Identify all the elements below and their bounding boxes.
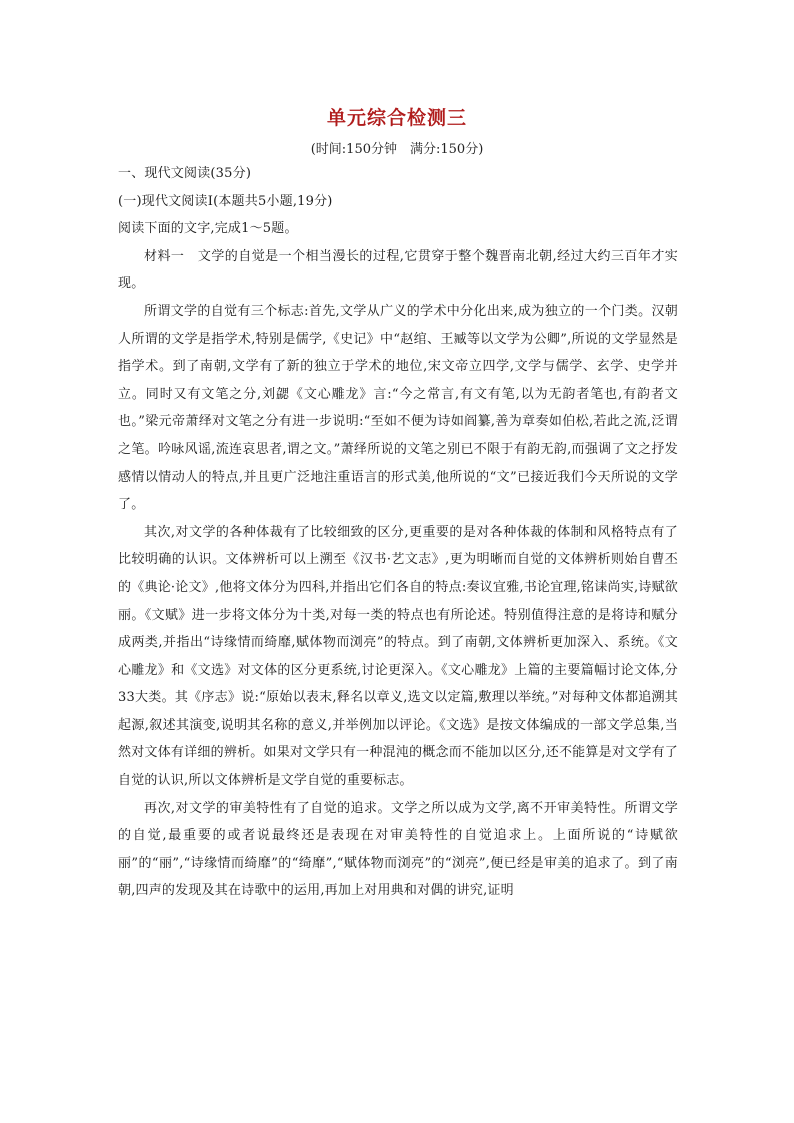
document-body — [118, 160, 678, 905]
section-heading: 一、现代文阅读(35分) — [118, 166, 252, 181]
paragraph-material-one: 材料一 文学的自觉是一个相当漫长的过程,它贯穿于整个魏晋南北朝,经过大约三百年才实现。 — [118, 248, 678, 292]
exam-meta: (时间:150分钟 满分:150分) — [310, 142, 484, 157]
instruction-text: 阅读下面的文字,完成1～5题。 — [118, 221, 298, 237]
paragraph-first-mark: 所谓文学的自觉有三个标志:首先,文学从广义的学术中分化出来,成为独立的一个门类。汉朝人所谓的文学是指学术,特别是儒学,《史记》中“赵绾、王臧等以文学为公卿”,所说的文学显然是指学术。到了南朝,文学有了新的独立于学术的地位,宋文帝立四学,文学与儒学、玄学、史学并立。同时又有文笔之分,刘勰《文心雕龙》言:“今之常言,有文有笔,以为无韵者笔也,有韵者文也。”梁元帝萧绎对文笔之分有进一步说明:“至如不便为诗如阎纂,善为章奏如伯松,若此之流,泛谓之笔。吟咏风谣,流连哀思者,谓之文。”萧绎所说的文笔之别已不限于有韵无韵,而强调了文之抒发感情以情动人的特点,并且更广泛地注重语言的形式美,他所说的“文”已接近我们今天所说的文学了。 — [118, 303, 678, 513]
paragraph-second-mark: 其次,对文学的各种体裁有了比较细致的区分,更重要的是对各种体裁的体制和风格特点有了比较明确的认识。文体辨析可以上溯至《汉书·艺文志》,更为明晰而自觉的文体辨析则始自曹丕的《典论·论文》,他将文体分为四科,并指出它们各自的特点:奏议宜雅,书论宜理,铭诔尚实,诗赋欲丽。《文赋》进一步将文体分为十类,对每一类的特点也有所论述。特别值得注意的是将诗和赋分成两类,并指出“诗缘情而绮靡,赋体物而浏亮”的特点。到了南朝,文体辨析更加深入、系统。《文心雕龙》和《文选》对文体的区分更系统,讨论更深入。《文心雕龙》上篇的主要篇幅讨论文体,分33大类。其《序志》说:“原始以表末,释名以章义,选文以定篇,敷理以举统。”对每种文体都追溯其起源,叙述其演变,说明其名称的意义,并举例加以评论。《文选》是按文体编成的一部文学总集,当然对文体有详细的辨析。如果对文学只有一种混沌的概念而不能加以区分,还不能算是对文学有了自觉的认识,所以文体辨析是文学自觉的重要标志。 — [118, 524, 678, 789]
paragraph-third-mark: 再次,对文学的审美特性有了自觉的追求。文学之所以成为文学,离不开审美特性。所谓文学的自觉,最重要的或者说最终还是表现在对审美特性的自觉追求上。上面所说的“诗赋欲丽”的“丽”,“诗缘情而绮靡”的“绮靡”,“赋体物而浏亮”的“浏亮”,便已经是审美的追求了。到了南朝,四声的发现及其在诗歌中的运用,再加上对用典和对偶的讲究,证明 — [118, 800, 678, 899]
document-title: 单元综合检测三 — [326, 107, 467, 129]
subsection-heading: (一)现代文阅读Ⅰ(本题共5小题,19分) — [118, 193, 333, 209]
